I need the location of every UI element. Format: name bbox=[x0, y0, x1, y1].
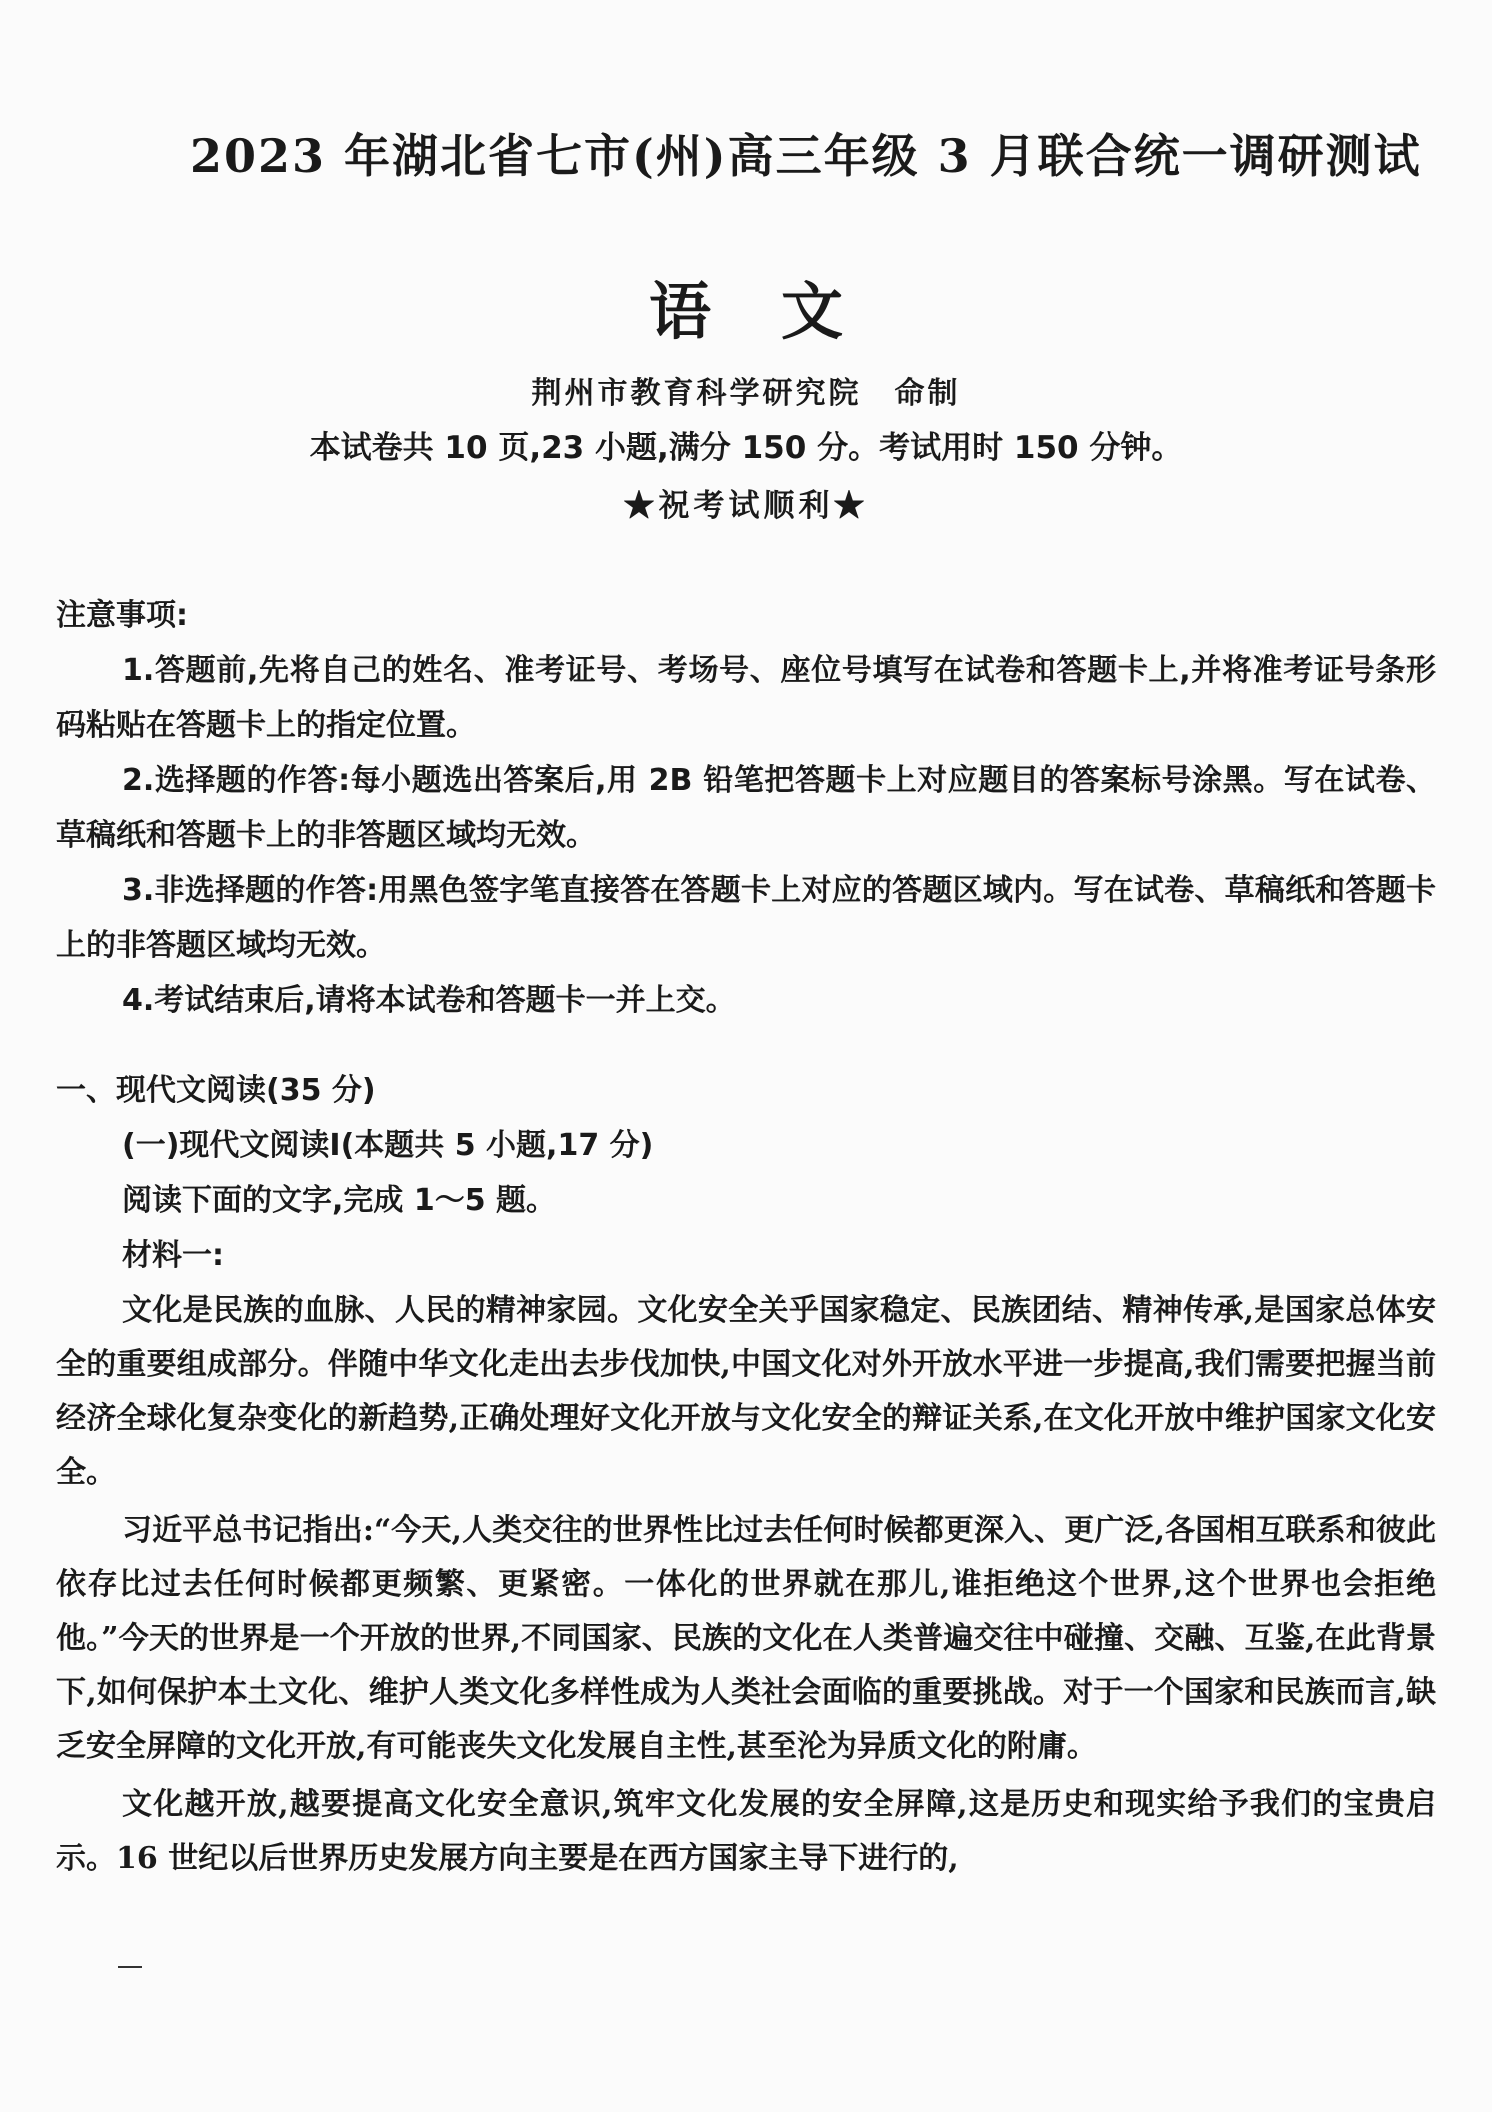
issuing-authority: 荆州市教育科学研究院 命制 bbox=[531, 376, 961, 411]
material-text bbox=[56, 1284, 1436, 1890]
subsection-title: (一)现代文阅读Ⅰ(本题共 5 小题,17 分) bbox=[122, 1128, 654, 1163]
notes-heading: 注意事项: bbox=[56, 598, 188, 633]
paragraph: 文化是民族的血脉、人民的精神家园。文化安全关乎国家稳定、民族团结、精神传承,是国家总体安全的重要组成部分。伴随中华文化走出去步伐加快,中国文化对外开放水平进一步提高,我们需要把握当前经济全球化复杂变化的新趋势,正确处理好文化开放与文化安全的辩证关系,在文化开放中维护国家文化安全。 bbox=[56, 1293, 1436, 1490]
exam-info: 本试卷共 10 页,23 小题,满分 150 分。考试用时 150 分钟。 bbox=[309, 430, 1183, 466]
subject-title: 语文 bbox=[648, 275, 913, 348]
material-label: 材料一: bbox=[122, 1238, 224, 1273]
scan-mark bbox=[118, 1966, 142, 1968]
paragraph: 文化越开放,越要提高文化安全意识,筑牢文化发展的安全屏障,这是历史和现实给予我们的宝贵启示。16 世纪以后世界历史发展方向主要是在西方国家主导下进行的, bbox=[56, 1787, 1436, 1876]
exam-title: 2023 年湖北省七市(州)高三年级 3 月联合统一调研测试 bbox=[190, 129, 1422, 183]
reading-instruction: 阅读下面的文字,完成 1～5 题。 bbox=[122, 1183, 557, 1218]
good-luck-banner: ★祝考试顺利★ bbox=[623, 488, 869, 524]
notes-list bbox=[56, 643, 1436, 1028]
note-item: 4.考试结束后,请将本试卷和答题卡一并上交。 bbox=[122, 983, 736, 1018]
section-title: 一、现代文阅读(35 分) bbox=[56, 1073, 376, 1108]
note-item: 1.答题前,先将自己的姓名、准考证号、考场号、座位号填写在试卷和答题卡上,并将准考证号条形码粘贴在答题卡上的指定位置。 bbox=[56, 653, 1436, 743]
paragraph: 习近平总书记指出:“今天,人类交往的世界性比过去任何时候都更深入、更广泛,各国相互联系和彼此依存比过去任何时候都更频繁、更紧密。一体化的世界就在那儿,谁拒绝这个世界,这个世界也会拒绝他。”今天的世界是一个开放的世界,不同国家、民族的文化在人类普遍交往中碰撞、交融、互鉴,在此背景下,如何保护本土文化、维护人类文化多样性成为人类社会面临的重要挑战。对于一个国家和民族而言,缺乏安全屏障的文化开放,有可能丧失文化发展自主性,甚至沦为异质文化的附庸。 bbox=[56, 1513, 1436, 1764]
note-item: 2.选择题的作答:每小题选出答案后,用 2B 铅笔把答题卡上对应题目的答案标号涂黑。写在试卷、草稿纸和答题卡上的非答题区域均无效。 bbox=[56, 763, 1436, 853]
note-item: 3.非选择题的作答:用黑色签字笔直接答在答题卡上对应的答题区域内。写在试卷、草稿纸和答题卡上的非答题区域均无效。 bbox=[56, 873, 1436, 963]
